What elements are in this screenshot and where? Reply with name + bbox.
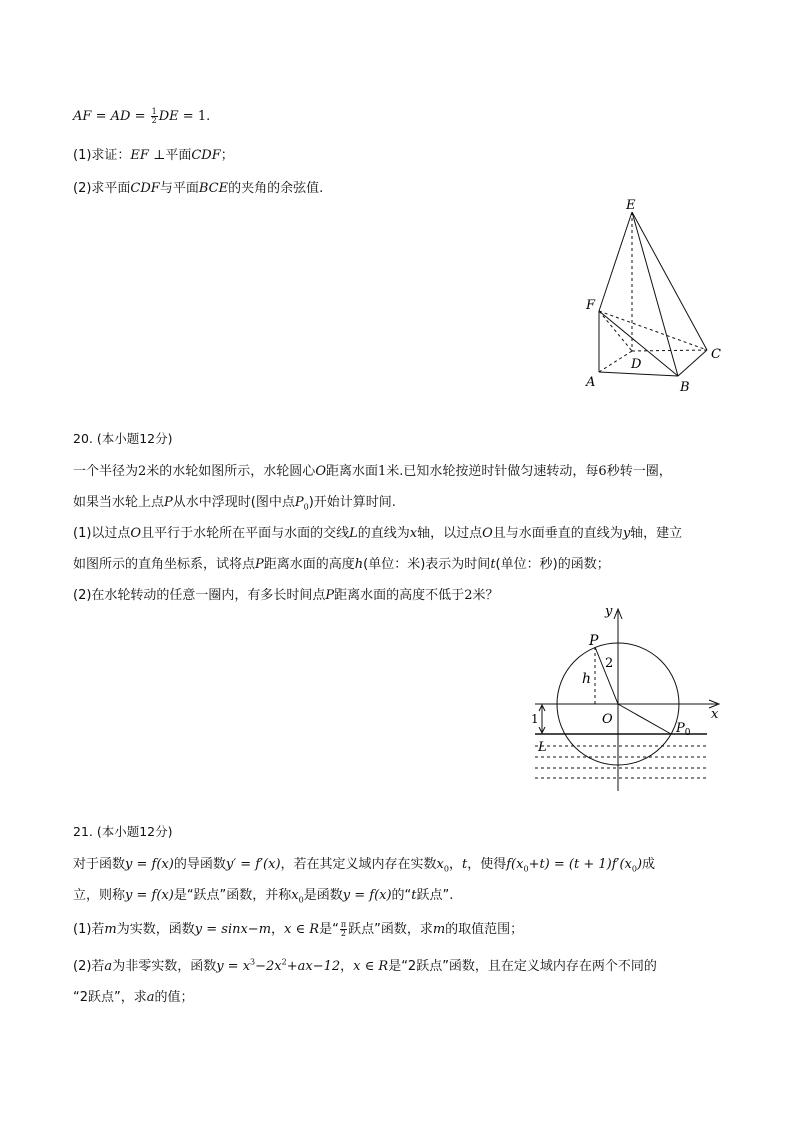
radius-op0 [618, 704, 671, 734]
edge-ef [599, 212, 632, 311]
label-b: B [680, 380, 690, 395]
label-d: D [631, 357, 642, 372]
label-l: L [538, 740, 547, 755]
q20-line3: (1)以过点O且平行于水轮所在平面与水面的交线L的直线为x轴，以过点O且与水面垂直的直线为y轴，建立 [73, 526, 683, 541]
label-p0: $P_0$ [676, 721, 691, 738]
label-o: O [602, 712, 613, 727]
q20-line5: (2)在水轮转动的任意一圈内，有多长时间点P距离水面的高度不低于2米？ [73, 588, 499, 603]
label-c: C [711, 347, 721, 362]
half-fraction: $\frac{1}{2}$ [151, 107, 157, 125]
q21-part2-line1: (2)若a为非零实数，函数$y = x^3-2x^2+ax-12$，x ∈ R是“2跃点”函数，且在定义域内存在两个不同的 [73, 957, 657, 974]
edge-ec [632, 212, 707, 350]
label-e: E [626, 198, 636, 213]
label-2: 2 [605, 656, 614, 671]
q19-part1: (1)求证：EF ⊥平面CDF； [73, 148, 234, 163]
label-h: h [582, 671, 592, 687]
label-a: A [586, 375, 596, 390]
label-p: P [589, 633, 599, 649]
q21-part2-line2: “2跃点”，求a的值； [73, 990, 194, 1005]
q20-line2: 如果当水轮上点P从水中浮现时(图中点$P_0$)开始计算时间. [73, 495, 396, 512]
pi-over-2-fraction: $\frac{\pi}{2}$ [340, 920, 347, 938]
q21-line1: 对于函数y = f(x)的导函数y′ = f′(x)，若在其定义域内存在实数$x_0$，t，使得$f(x_0+t) = (t + 1)f'(x_0)$成 [73, 857, 656, 874]
label-f: F [586, 298, 596, 313]
edge-ab [599, 372, 678, 376]
q20-line1: 一个半径为2米的水轮如图所示，水轮圆心O距离水面1米.已知水轮按逆时针做匀速转动，每6秒转一圈， [73, 464, 672, 479]
edge-fd [599, 311, 632, 351]
label-x: x [711, 707, 719, 722]
label-1: 1 [531, 712, 539, 726]
q19-given-equation: AF = AD = $\frac{1}{2}$ DE = 1. [73, 107, 211, 125]
q19-pyramid-figure [580, 195, 730, 400]
q21-line2: 立，则称y = f(x)是“跃点”函数，并称$x_0$是函数y = f(x)的“t跃点”. [73, 888, 454, 905]
label-y: y [605, 604, 613, 619]
edge-ad [599, 351, 632, 372]
q20-header: 20. (本小题12分) [73, 431, 173, 446]
q21-part1: (1)若m为实数，函数y = sinx−m，x ∈ R是“ $\frac{\pi}{2}$ 跃点”函数，求m的取值范围； [73, 920, 524, 938]
q20-line4: 如图所示的直角坐标系，试将点P距离水面的高度h(单位：米)表示为时间t(单位：秒)的函数； [73, 557, 610, 572]
q20-waterwheel-figure [527, 601, 727, 796]
q21-header: 21. (本小题12分) [73, 824, 173, 839]
edge-dc [632, 350, 707, 351]
edge-bc [678, 350, 707, 376]
q19-part2: (2)求平面CDF与平面BCE的夹角的余弦值. [73, 181, 324, 196]
